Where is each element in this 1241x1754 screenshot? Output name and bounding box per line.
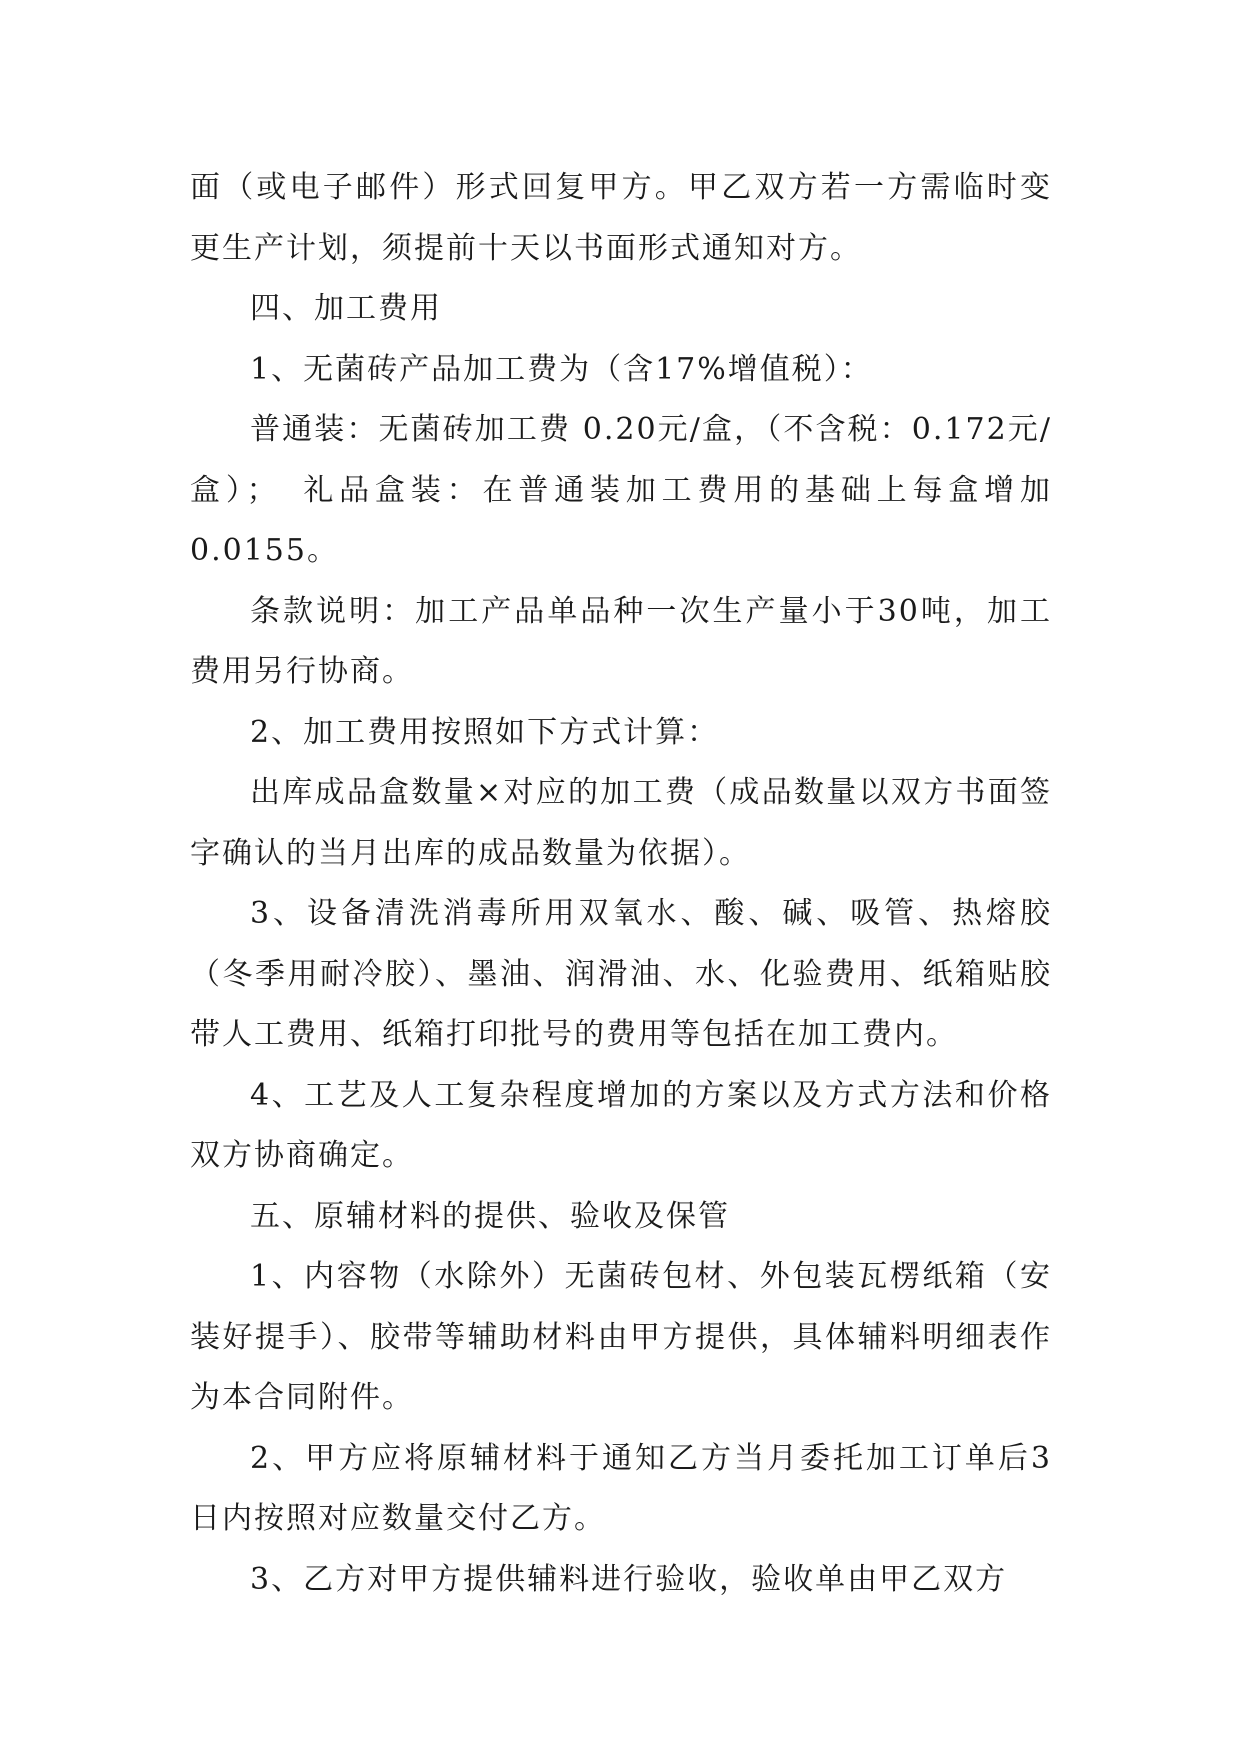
clause-materials-inspection: 3、乙方对甲方提供辅料进行验收，验收单由甲乙双方 [250,1561,1008,1597]
clause-calculation-formula: 出库成品盒数量×对应的加工费（成品数量以双方书面签字确认的当月出库的成品数量为依据）。 [190,775,1052,871]
document-body [190,158,1052,1610]
clause-materials-delivery: 2、甲方应将原辅材料于通知乙方当月委托加工订单后3日内按照对应数量交付乙方。 [190,1440,1052,1536]
clause-explanation: 条款说明：加工产品单品种一次生产量小于30吨，加工费用另行协商。 [190,593,1052,689]
paragraph-reply-and-plan-change: 面（或电子邮件）形式回复甲方。甲乙双方若一方需临时变更生产计划，须提前十天以书面形式通知对方。 [190,170,1052,266]
heading-processing-fees: 四、加工费用 [250,291,442,326]
clause-fee-rate: 1、无菌砖产品加工费为（含17%增值税）： [250,351,873,387]
clause-complexity-pricing: 4、工艺及人工复杂程度增加的方案以及方式方法和价格双方协商确定。 [190,1077,1052,1173]
clause-calculation-method: 2、加工费用按照如下方式计算： [250,714,720,750]
heading-materials: 五、原辅材料的提供、验收及保管 [250,1198,730,1234]
clause-included-costs: 3、设备清洗消毒所用双氧水、酸、碱、吸管、热熔胶（冬季用耐冷胶）、墨油、润滑油、水、化验费用、纸箱贴胶带人工费用、纸箱打印批号的费用等包括在加工费内。 [190,896,1052,1052]
clause-standard-and-gift-pack: 普通装：无菌砖加工费 0.20元/盒，（不含税：0.172元/盒）； 礼品盒装：在普通装加工费用的基础上每盒增加0.0155。 [190,412,1052,568]
clause-materials-provided: 1、内容物（水除外）无菌砖包材、外包装瓦楞纸箱（安装好提手）、胶带等辅助材料由甲方提供，具体辅料明细表作为本合同附件。 [190,1259,1052,1415]
